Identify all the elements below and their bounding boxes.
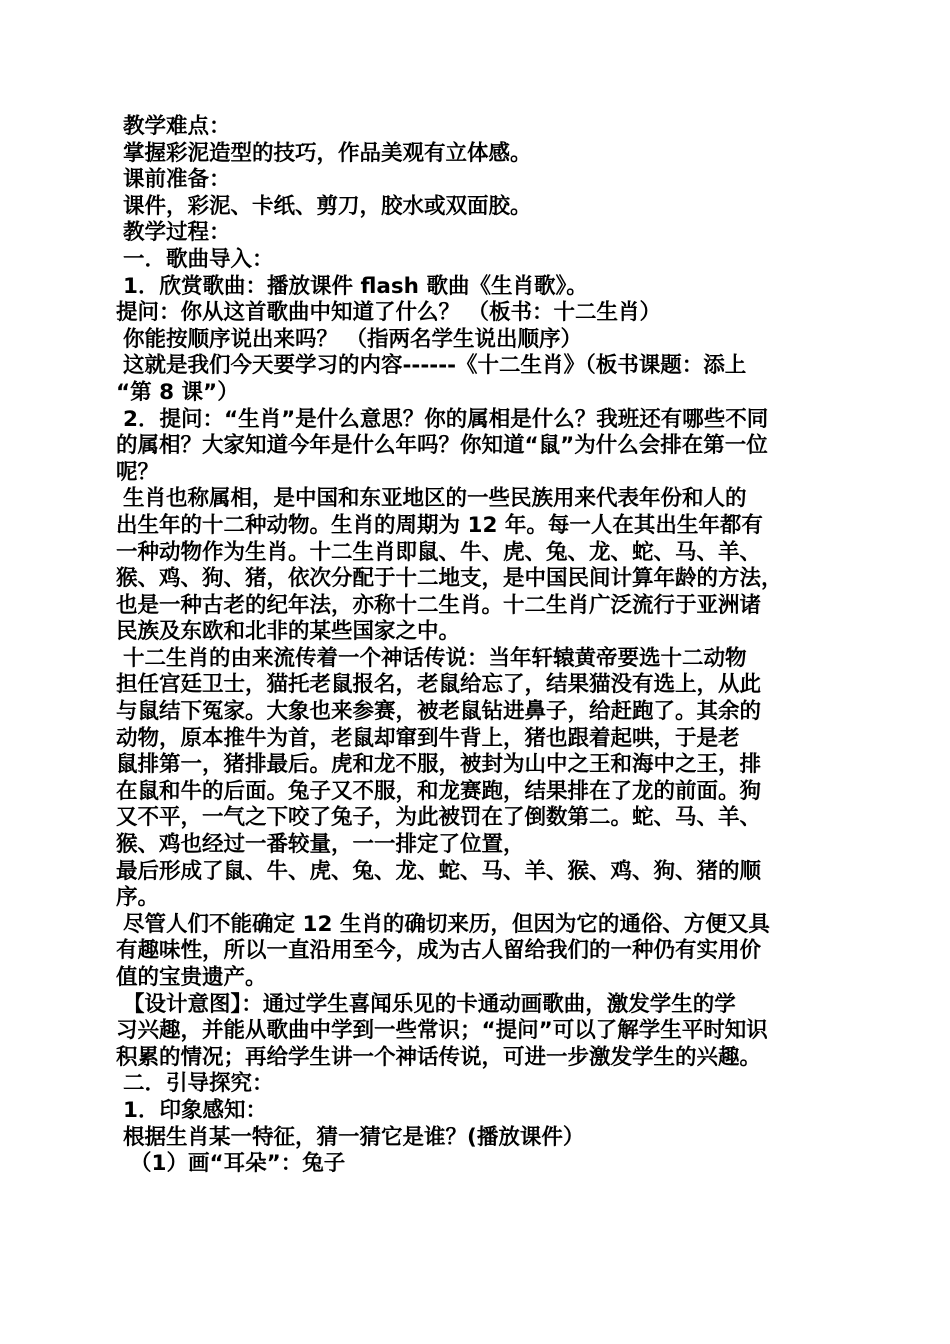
text-line: 也是一种古老的纪年法，亦称十二生肖。十二生肖广泛流行于亚洲诸 <box>116 592 762 618</box>
text-line: 提问：你从这首歌曲中知道了什么？ （板书：十二生肖） <box>116 300 661 326</box>
text-line: 序。 <box>116 885 160 911</box>
text-line: 值的宝贵遗产。 <box>116 965 267 990</box>
document-body <box>116 114 846 1178</box>
text-line: 掌握彩泥造型的技巧，作品美观有立体感。 <box>123 140 532 166</box>
text-line: 积累的情况；再给学生讲一个神话传说，可进一步激发学生的兴趣。 <box>116 1044 762 1070</box>
text-line: 鼠排第一，猪排最后。虎和龙不服，被封为山中之王和海中之王，排 <box>116 752 762 778</box>
text-line: 猴、鸡也经过一番较量，一一排定了位置， <box>116 832 525 858</box>
text-line: 2．提问：“生肖”是什么意思？你的属相是什么？我班还有哪些不同 <box>123 406 769 432</box>
text-line: 尽管人们不能确定 12 生肖的确切来历，但因为它的通俗、方便又具 <box>123 911 770 937</box>
text-line: 生肖也称属相，是中国和东亚地区的一些民族用来代表年份和人的 <box>123 486 747 512</box>
text-line: 1．印象感知： <box>123 1097 267 1123</box>
text-line: 猴、鸡、狗、猪，依次分配于十二地支，是中国民间计算年龄的方法， <box>116 566 783 592</box>
text-line: 出生年的十二种动物。生肖的周期为 12 年。每一人在其出生年都有 <box>116 512 763 538</box>
text-line: 你能按顺序说出来吗？ （指两名学生说出顺序） <box>123 326 582 352</box>
text-line: 动物，原本推牛为首，老鼠却窜到牛背上，猪也跟着起哄，于是老 <box>116 725 740 751</box>
text-line: 与鼠结下冤家。大象也来参赛，被老鼠钻进鼻子，给赶跑了。其余的 <box>116 699 762 725</box>
text-line: 习兴趣，并能从歌曲中学到一些常识；“提问”可以了解学生平时知识 <box>116 1018 768 1044</box>
text-line: 根据生肖某一特征，猜一猜它是谁？(播放课件） <box>123 1124 585 1150</box>
text-line: 有趣味性，所以一直沿用至今，成为古人留给我们的一种仍有实用价 <box>116 938 762 964</box>
text-line: 一．歌曲导入： <box>123 246 274 272</box>
text-line: 二．引导探究： <box>123 1071 274 1097</box>
text-line: 民族及东欧和北非的某些国家之中。 <box>116 619 461 645</box>
text-line: 教学过程： <box>123 220 231 246</box>
text-line: 十二生肖的由来流传着一个神话传说：当年轩辕黄帝要选十二动物 <box>123 645 747 671</box>
text-line: 在鼠和牛的后面。兔子又不服，和龙赛跑，结果排在了龙的前面。狗 <box>116 778 762 804</box>
text-line: 教学难点： <box>123 114 231 139</box>
text-line: 1．欣赏歌曲：播放课件 flash 歌曲《生肖歌》。 <box>123 273 588 299</box>
text-line: 课前准备： <box>123 167 231 193</box>
text-line: 这就是我们今天要学习的内容------《十二生肖》（板书课题：添上 <box>123 353 747 379</box>
text-line: 又不平，一气之下咬了兔子，为此被罚在了倒数第二。蛇、马、羊、 <box>116 805 762 831</box>
text-line: 课件，彩泥、卡纸、剪刀，胶水或双面胶。 <box>123 193 532 219</box>
text-line: “第 8 课”） <box>116 379 239 405</box>
text-line: 最后形成了鼠、牛、虎、兔、龙、蛇、马、羊、猴、鸡、狗、猪的顺 <box>116 858 762 884</box>
text-line: 呢？ <box>116 459 160 485</box>
text-line: 的属相？大家知道今年是什么年吗？你知道“鼠”为什么会排在第一位 <box>116 433 768 459</box>
text-line: 一种动物作为生肖。十二生肖即鼠、牛、虎、兔、龙、蛇、马、羊、 <box>116 539 762 565</box>
text-line: 担任宫廷卫士，猫托老鼠报名，老鼠给忘了，结果猫没有选上，从此 <box>116 672 762 698</box>
text-line: （1）画“耳朵”：兔子 <box>130 1151 346 1177</box>
text-line: 【设计意图】：通过学生喜闻乐见的卡通动画歌曲，激发学生的学 <box>123 991 736 1017</box>
